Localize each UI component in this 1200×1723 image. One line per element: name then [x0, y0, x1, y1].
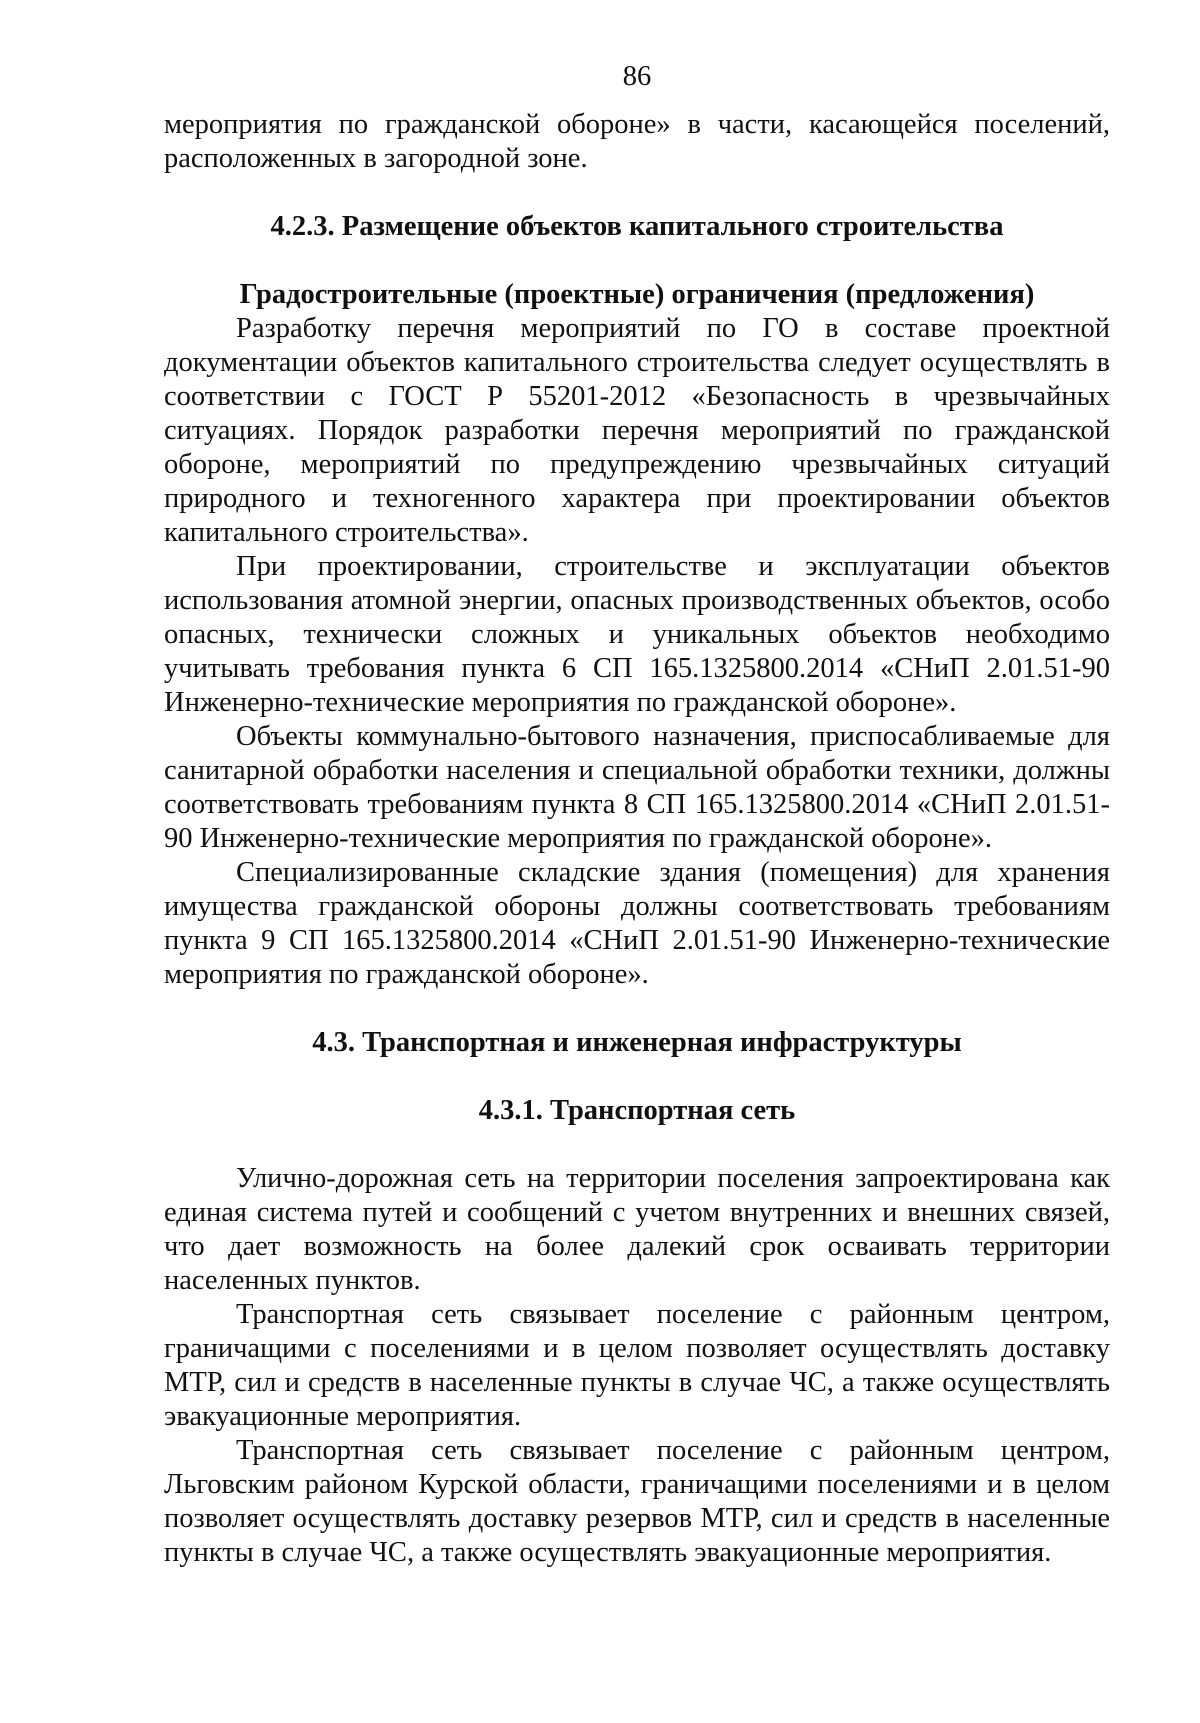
intro-paragraph: мероприятия по гражданской обороне» в части, касающейся поселений, расположенных в загородной зоне.: [164, 109, 1110, 174]
subsection-heading-urban-restrictions: Градостроительные (проектные) ограничения (предложения): [239, 279, 1035, 310]
section-heading-4-3: 4.3. Транспортная и инженерная инфраструктуры: [312, 1027, 962, 1058]
body-paragraph: Транспортная сеть связывает поселение с районным центром, граничащими с поселениями и в целом позволяет осуществлять доставку МТР, сил и средств в населенные пункты в случае ЧС, а также осуществлять эвакуационные мероприятия.: [164, 1299, 1110, 1432]
page-number: 86: [622, 61, 652, 92]
body-paragraph: Улично-дорожная сеть на территории поселения запроектирована как единая система путей и сообщений с учетом внутренних и внешних связей, что дает возможность на более далекий срок осваивать территории населенных пунктов.: [164, 1163, 1110, 1296]
document-page: [164, 60, 1110, 1570]
body-paragraph: При проектировании, строительстве и эксплуатации объектов использования атомной энергии, опасных производственных объектов, особо опасных, технически сложных и уникальных объектов необходимо учитывать требования пункта 6 СП 165.1325800.2014 «СНиП 2.01.51-90 Инженерно-технические мероприятия по гражданской обороне».: [164, 551, 1110, 718]
body-paragraph: Транспортная сеть связывает поселение с районным центром, Льговским районом Курской области, граничащими поселениями и в целом позволяет осуществлять доставку резервов МТР, сил и средств в населенные пункты в случае ЧС, а также осуществлять эвакуационные мероприятия.: [164, 1435, 1110, 1568]
body-paragraph: Разработку перечня мероприятий по ГО в составе проектной документации объектов капитального строительства следует осуществлять в соответствии с ГОСТ Р 55201-2012 «Безопасность в чрезвычайных ситуациях. Порядок разработки перечня мероприятий по гражданской обороне, мероприятий по предупреждению чрезвычайных ситуаций природного и техногенного характера при проектировании объектов капитального строительства».: [164, 313, 1110, 548]
section-heading-4-2-3: 4.2.3. Размещение объектов капитального строительства: [270, 211, 1004, 242]
body-paragraph: Объекты коммунально-бытового назначения, приспосабливаемые для санитарной обработки населения и специальной обработки техники, должны соответствовать требованиям пункта 8 СП 165.1325800.2014 «СНиП 2.01.51-90 Инженерно-технические мероприятия по гражданской обороне».: [164, 721, 1110, 854]
body-paragraph: Специализированные складские здания (помещения) для хранения имущества гражданской обороны должны соответствовать требованиям пункта 9 СП 165.1325800.2014 «СНиП 2.01.51-90 Инженерно-технические мероприятия по гражданской обороне».: [164, 857, 1110, 990]
section-heading-4-3-1: 4.3.1. Транспортная сеть: [478, 1095, 796, 1126]
